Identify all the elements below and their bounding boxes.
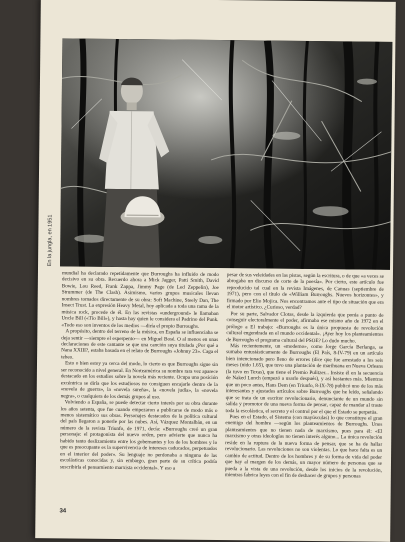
paragraph: A propósito, dentro del terreno de la música, en España se influenciaba se deja sentir —siempre el esperpento— en Miguel Bosé. O al menos en unas declaraciones de este cantante se que una canción suya titulada ¿Por qué a Nana XXIII?, estaba basada en el relato de Burroughs «Johnny 23». Caga el tebeo. [61,328,219,361]
jungle-photo [60,38,392,269]
page-number: 34 [59,508,67,515]
paragraph: Pues en el Estado, el Sistema (con mayúsculas) lo que constituye el gran enemigo del hombre —según los planteamientos de Burroughs. Unos planteamientos que no tienen nada de marxismo, pues para él: «El marxismo y otras ideologías no tienen interés alguno... La única revolución reside en la ruptura de la nueva forma de pensar, que se ha de hallar revolucionario. Las revoluciones no son violentas. Lo que hace falta es un cambio de actitud. Dentro de los hombres y de su forma de vida del poder que hay al margen de los demás, un mayor número de personas que se pueda a la vista de una revolución, desde los inicios de la revolución, mientras fabrica leyes con el fin de deshacer de grupos y personas [224,414,383,480]
paragraph: Esto o bien estoy ya cerca del modo, lo cierto es que Burroughs sigue sin ser reconocido a nivel general. En Norteamérica su nombre rara vez aparece destacado en los estudios sobre la novela más reciente. Ocupa una posición excéntrica se diría que los estudiosos no consiguen encajarle dentro de la «novela de guerra», la «novela sureña», la «novela judía», la «novela negra», o cualquiera de los demás grupos al uso. [60,360,219,401]
paragraph: pesar de sus veleidades en las pistas, según la escritura, o de que «a veces se abrogaba un discurso de corte de la poesía». Por cierto, este artículo fue reproducido tal cual en la revista Imágenes, de Canuas (septiembre de 1971), pero con el título de «William Burroughs. Nuevos horizontes», y firmado por Elio Mojica. Nos encontramos ante el tipo de situación que era el motor artístico. ¿Curioso, verdad? [226,272,384,312]
paragraph: Volviendo a España, se puede detectar cierto interés por su obra durante los años setenta, que fue cuando empezaron a publicarse de modo más o menos sistemático sus obras. Personajes destacados de la política cultural del país llegaron a ponerle por las nubes. Así, Vázquez Montalbán, en un número de la revista Triunfo, de 1971, decía: «Burroughs creó un gran personaje: el protagonista del nuevo orden, pero advierte que nunca ha habido tanto deslizamiento entre los gobernantes y los de los hombres y lo que es preocupante es la supervivencia de intereses caducados, perpetuados en el interior del poder». Su lenguaje no perdonaba a ninguna de las escolásticas conocidas y, sin embargo, gran parte de su crítica podría suscribirla el pensamiento marxista occidental». Y eso a [59,399,218,472]
magazine-page [35,0,396,542]
paragraph: Por su parte, Salvador Clotas, desde la izquierda que ponía a punto de conseguir electoralmente el poder, afirmaba ese mismo año de 1972 en el prólogo a El trabajo: «Burroughs es la única propuesta de revolución cultural engendrada en el mundo occidental». ¡Ayer hoy los planteamientos de Burroughs el programa cultural del PSOE? Lo dudo mucho. [226,310,384,345]
text-column-right [225,272,384,506]
paragraph: mundial ha declarado repetidamente que Burroughs ha influido de modo decisivo en su obra. Recuerdo ahora a Mick Jagger, Patti Smith, David Bowie, Lou Reed, Frank Zappa, Jimmy Page (de Led Zeppelin), Joe Strummer (de The Clash). Asimismo, varios grupos musicales llevan nombres tomados directamente de su obra: Soft Machine, Steely Dan, The Insect Trust. La expresión Heavy Metal, hoy aplicada a toda una rama de la música rock, procede de él. En las revistas «underground» le llamaban Uncle Bill («Tío Bill»), y hasta hay quien le considera el Padrino del Punk. «Todo eso son inventos de los medios —diría el propio Burroughs. [61,270,219,330]
photo-image [60,38,392,269]
text-column-left [60,270,219,504]
paragraph: Más recientemente, un «moderno», como Jorge García Berlanga, se sumaba entusiásticamente de Burroughs (El País, 8-IV-79) en un artículo bien intencionado pero lleno de errores (dice que fue arrestado a los seis meses (nido 1.65), que tuvo una plantación de marihuana en Nueva Orleans (la tuvo en Texas), que tiene el Premio Pulitzer... Insiste él en la secuencia de Naked Lunch (empezó a usarlo después), y así bastantes más. Mientras que un poco antes, Hans Dem (en Triunfo, 8-IX-78) publicó uno de los más interesantes y ajustados artículos sobre Burroughs que he leído, señalando que se trata de un escritor revolucionario, denunciante de un mundo sin salida y promotor de una nueva forma de pensar, capaz de mandar al traste toda la escolástica, el secreto y el control por el que el Estado se perpetúa. [225,343,384,416]
photo-caption: En la jungla, en 1951 [47,214,54,267]
